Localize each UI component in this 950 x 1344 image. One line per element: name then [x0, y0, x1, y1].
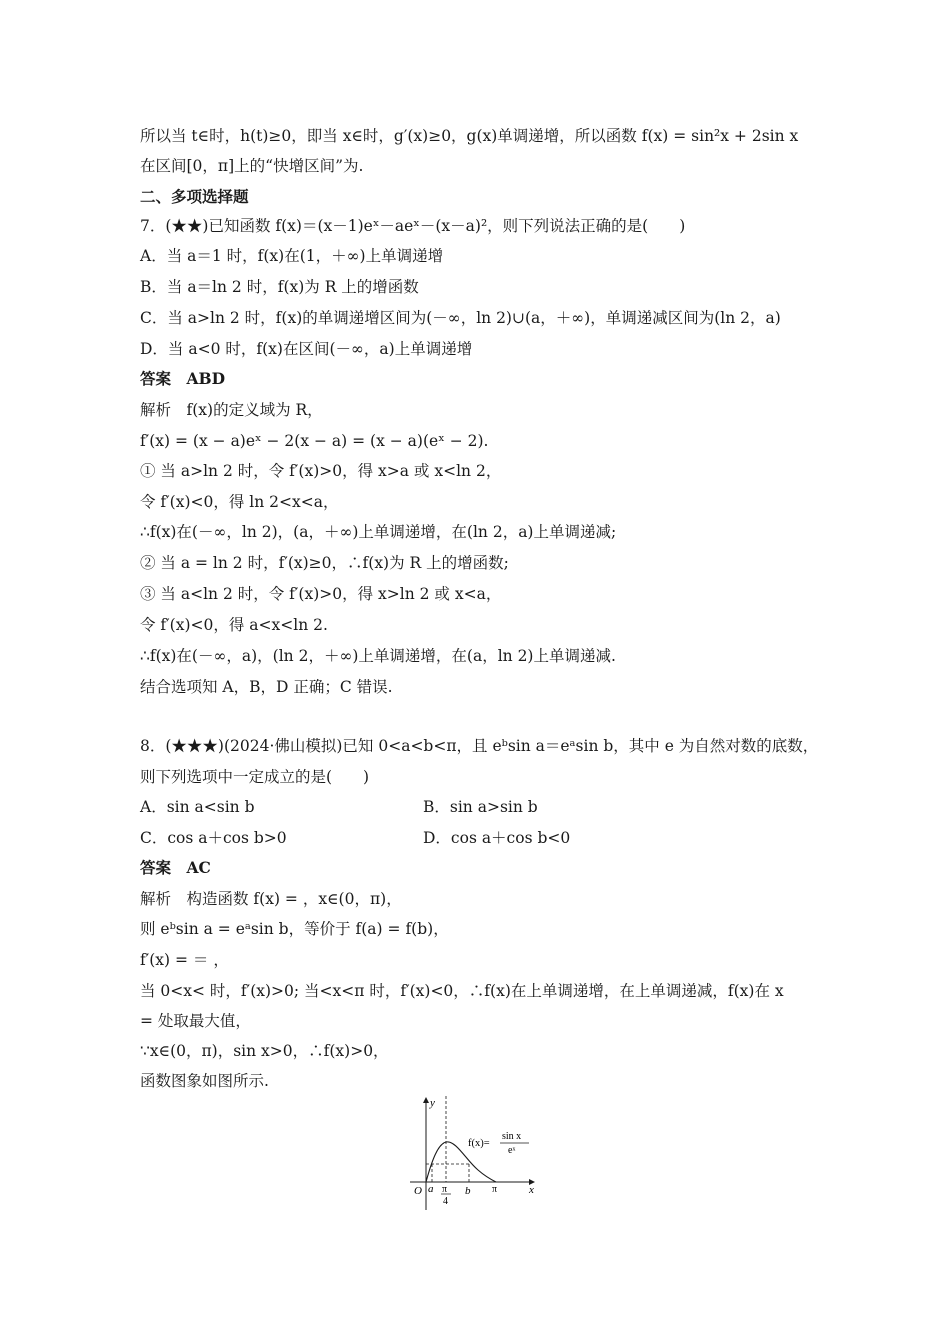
- analysis-7-line-5: ∴f(x)在(－∞，ln 2)，(a，＋∞)上单调递增，在(ln 2，a)上单调递减;: [140, 523, 617, 541]
- function-label-lhs: f(x)=: [468, 1138, 490, 1149]
- y-axis-label: y: [430, 1097, 435, 1109]
- x-axis-label: x: [529, 1184, 534, 1196]
- function-graph: [408, 1094, 544, 1214]
- analysis-7-line-1: 解析 f(x)的定义域为 R，: [140, 401, 323, 419]
- tick-pi4-numerator: π: [442, 1184, 448, 1195]
- section-heading: 二、多项选择题: [140, 187, 249, 206]
- analysis-8-line-1: 解析 构造函数 f(x) = ，x∈(0，π)，: [140, 890, 402, 908]
- text-line-1: 所以当 t∈时，h(t)≥0，即当 x∈时，g′(x)≥0，g(x)单调递增，所以函数 f(x) = sin²x + 2sin x: [140, 127, 799, 145]
- analysis-7-line-2: f′(x) = (x − a)eˣ − 2(x − a) = (x − a)(eˣ − 2).: [140, 432, 489, 450]
- option-8b: B．sin a>sin b: [423, 798, 538, 816]
- tick-pi4-denominator: 4: [443, 1196, 448, 1207]
- analysis-7-line-8: 令 f′(x)<0，得 a<x<ln 2.: [140, 616, 328, 634]
- option-8c: C．cos a＋cos b>0: [140, 829, 287, 847]
- option-row-cd: [140, 828, 820, 848]
- analysis-7-line-10: 结合选项知 A，B，D 正确；C 错误.: [140, 678, 393, 696]
- analysis-7-line-9: ∴f(x)在(－∞，a)，(ln 2，＋∞)上单调递增，在(a，ln 2)上单调递减.: [140, 647, 616, 665]
- option-8d: D．cos a＋cos b<0: [423, 829, 571, 847]
- tick-b-label: b: [465, 1185, 471, 1197]
- option-row-ab: [140, 797, 820, 817]
- tick-a-label: a: [428, 1183, 434, 1195]
- analysis-7-line-7: ③ 当 a<ln 2 时，令 f′(x)>0，得 x>ln 2 或 x<a，: [140, 585, 502, 603]
- answer-8: 答案 AC: [140, 858, 211, 877]
- analysis-8-line-6: ∵x∈(0，π)，sin x>0，∴f(x)>0，: [140, 1042, 389, 1060]
- option-7d: D．当 a<0 时，f(x)在区间(－∞，a)上单调递增: [140, 340, 473, 358]
- text-line-2: 在区间[0，π]上的“快增区间”为.: [140, 157, 364, 175]
- analysis-8-line-3: f′(x) = ＝ ，: [140, 951, 229, 969]
- option-7c: C．当 a>ln 2 时，f(x)的单调递增区间为(－∞，ln 2)∪(a，＋∞)，单调递减区间为(ln 2，a): [140, 309, 781, 327]
- tick-pi-label: π: [492, 1184, 498, 1195]
- function-label-denominator: eˣ: [508, 1145, 516, 1156]
- question-8-line-2: 则下列选项中一定成立的是( ): [140, 768, 370, 786]
- analysis-8-line-5: = 处取最大值，: [140, 1012, 251, 1030]
- question-8: 8．(★★★)(2024·佛山模拟)已知 0<a<b<π，且 eᵇsin a＝eᵃsin b，其中 e 为自然对数的底数，: [140, 737, 819, 755]
- analysis-8-line-4: 当 0<x< 时，f′(x)>0; 当<x<π 时，f′(x)<0，∴f(x)在上单调递增，在上单调递减，f(x)在 x: [140, 982, 784, 1000]
- analysis-8-line-2: 则 eᵇsin a = eᵃsin b，等价于 f(a) = f(b)，: [140, 920, 449, 938]
- analysis-7-line-4: 令 f′(x)<0，得 ln 2<x<a，: [140, 493, 339, 511]
- origin-label: O: [414, 1185, 422, 1197]
- analysis-8-line-7: 函数图象如图所示.: [140, 1072, 269, 1090]
- question-7: 7．(★★)已知函数 f(x)＝(x－1)eˣ－aeˣ－(x－a)²，则下列说法正确的是( ): [140, 217, 686, 235]
- analysis-7-line-6: ② 当 a = ln 2 时，f′(x)≥0，∴f(x)为 R 上的增函数;: [140, 554, 509, 572]
- option-8a: A．sin a<sin b: [140, 798, 255, 816]
- option-7b: B．当 a＝ln 2 时，f(x)为 R 上的增函数: [140, 278, 419, 296]
- option-7a: A．当 a＝1 时，f(x)在(1，＋∞)上单调递增: [140, 247, 444, 265]
- answer-7: 答案 ABD: [140, 369, 226, 388]
- function-label-numerator: sin x: [502, 1131, 522, 1142]
- analysis-7-line-3: ① 当 a>ln 2 时，令 f′(x)>0，得 x>a 或 x<ln 2，: [140, 462, 502, 480]
